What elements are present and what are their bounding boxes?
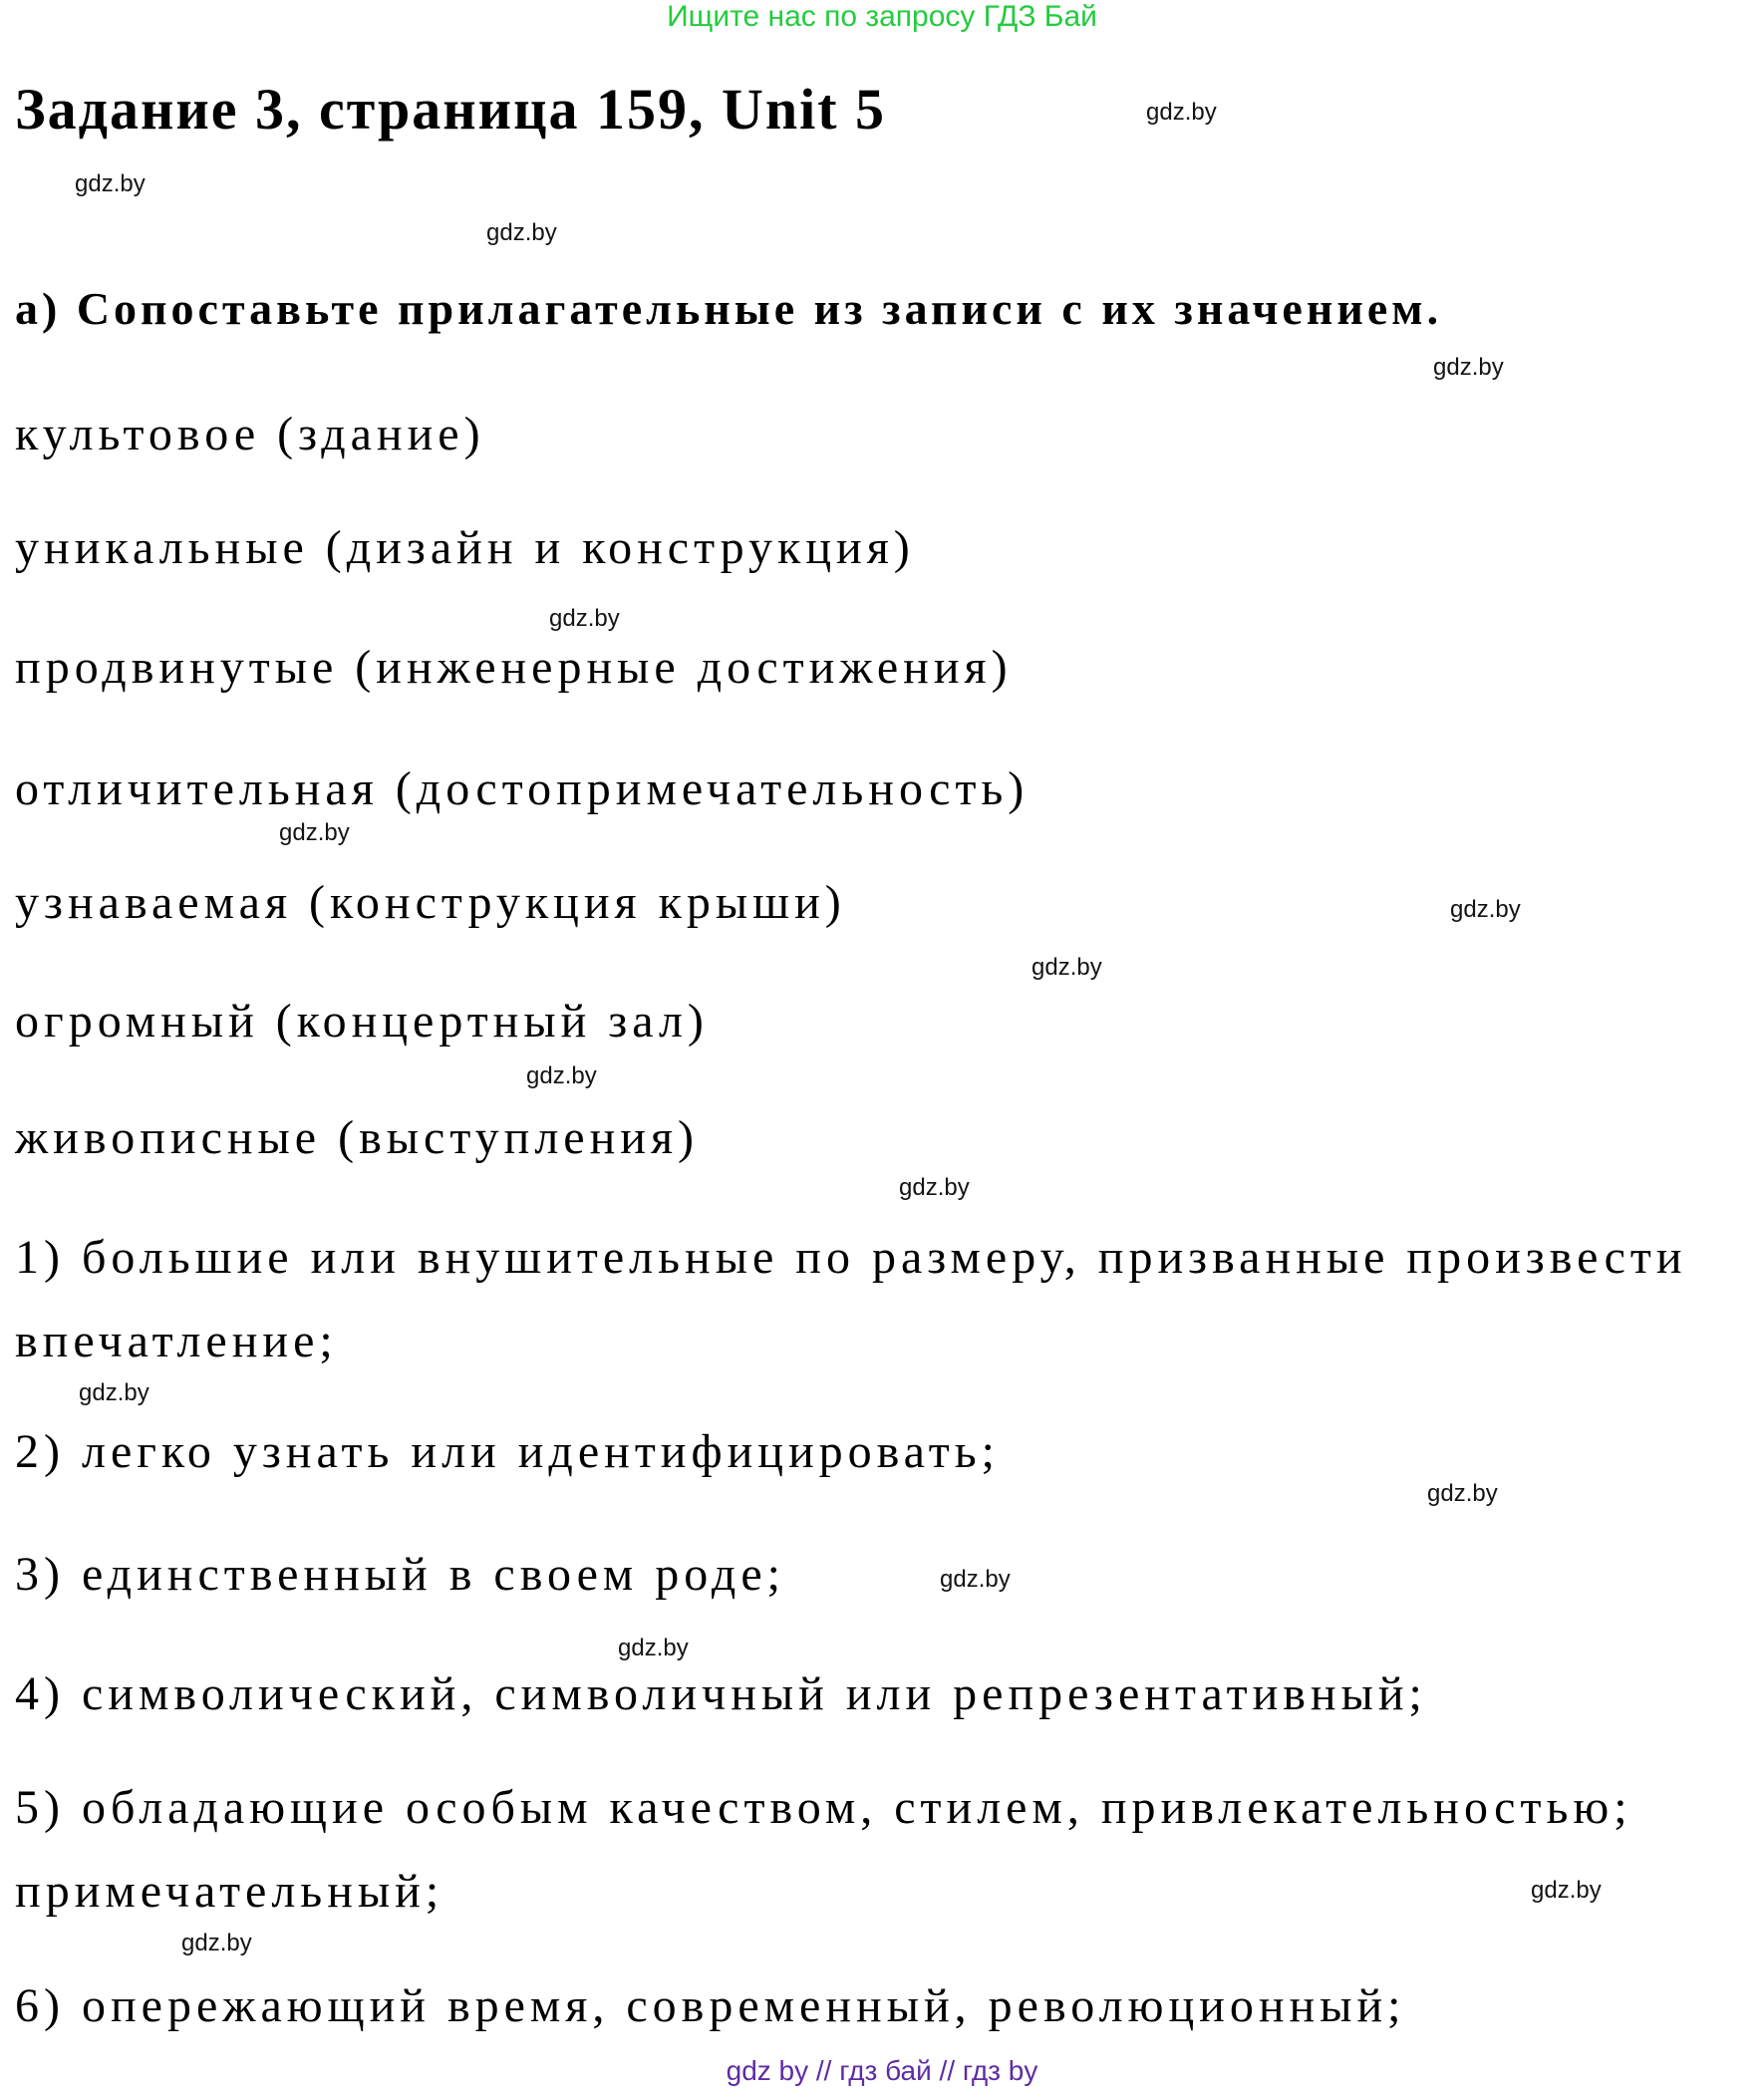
adjective-item: уникальные (дизайн и конструкция) xyxy=(15,521,915,574)
watermark: gdz.by xyxy=(549,605,620,632)
watermark: gdz.by xyxy=(279,819,350,846)
adjective-item: отличительная (достопримечательность) xyxy=(15,762,1029,815)
adjective-item: огромный (концертный зал) xyxy=(15,995,709,1048)
page-title: Задание 3, страница 159, Unit 5 xyxy=(15,77,887,142)
watermark: gdz.by xyxy=(940,1566,1011,1593)
task-instruction: а) Сопоставьте прилагательные из записи с их значением. xyxy=(15,283,1443,334)
watermark: gdz.by xyxy=(486,219,557,246)
definition-item: впечатление; xyxy=(15,1315,338,1367)
watermark: gdz.by xyxy=(181,1930,252,1956)
definition-item: 6) опережающий время, современный, революционный; xyxy=(15,1979,1406,2032)
watermark: gdz.by xyxy=(1531,1877,1602,1904)
promo-banner: Ищите нас по запросу ГДЗ Бай xyxy=(667,0,1097,33)
definition-item: 2) легко узнать или идентифицировать; xyxy=(15,1425,1000,1478)
adjective-item: живописные (выступления) xyxy=(15,1111,700,1164)
watermark: gdz.by xyxy=(1433,354,1504,381)
watermark: gdz.by xyxy=(1031,954,1102,981)
adjective-item: культовое (здание) xyxy=(15,408,485,460)
footer-watermark: gdz by // гдз бай // гдз by xyxy=(726,2055,1038,2086)
definition-item: примечательный; xyxy=(15,1865,444,1918)
watermark: gdz.by xyxy=(79,1379,149,1406)
watermark: gdz.by xyxy=(618,1635,689,1661)
watermark: gdz.by xyxy=(899,1174,970,1201)
adjective-item: продвинутые (инженерные достижения) xyxy=(15,641,1013,694)
watermark: gdz.by xyxy=(75,170,146,197)
definition-item: 5) обладающие особым качеством, стилем, привлекательностью; xyxy=(15,1781,1632,1834)
definition-item: 4) символический, символичный или репрезентативный; xyxy=(15,1667,1427,1720)
definition-item: 1) большие или внушительные по размеру, призванные произвести xyxy=(15,1231,1687,1284)
watermark: gdz.by xyxy=(1146,99,1217,126)
watermark: gdz.by xyxy=(526,1062,597,1089)
definition-item: 3) единственный в своем роде; xyxy=(15,1548,785,1601)
adjective-item: узнаваемая (конструкция крыши) xyxy=(15,876,846,929)
watermark: gdz.by xyxy=(1450,896,1521,923)
watermark: gdz.by xyxy=(1427,1480,1498,1507)
